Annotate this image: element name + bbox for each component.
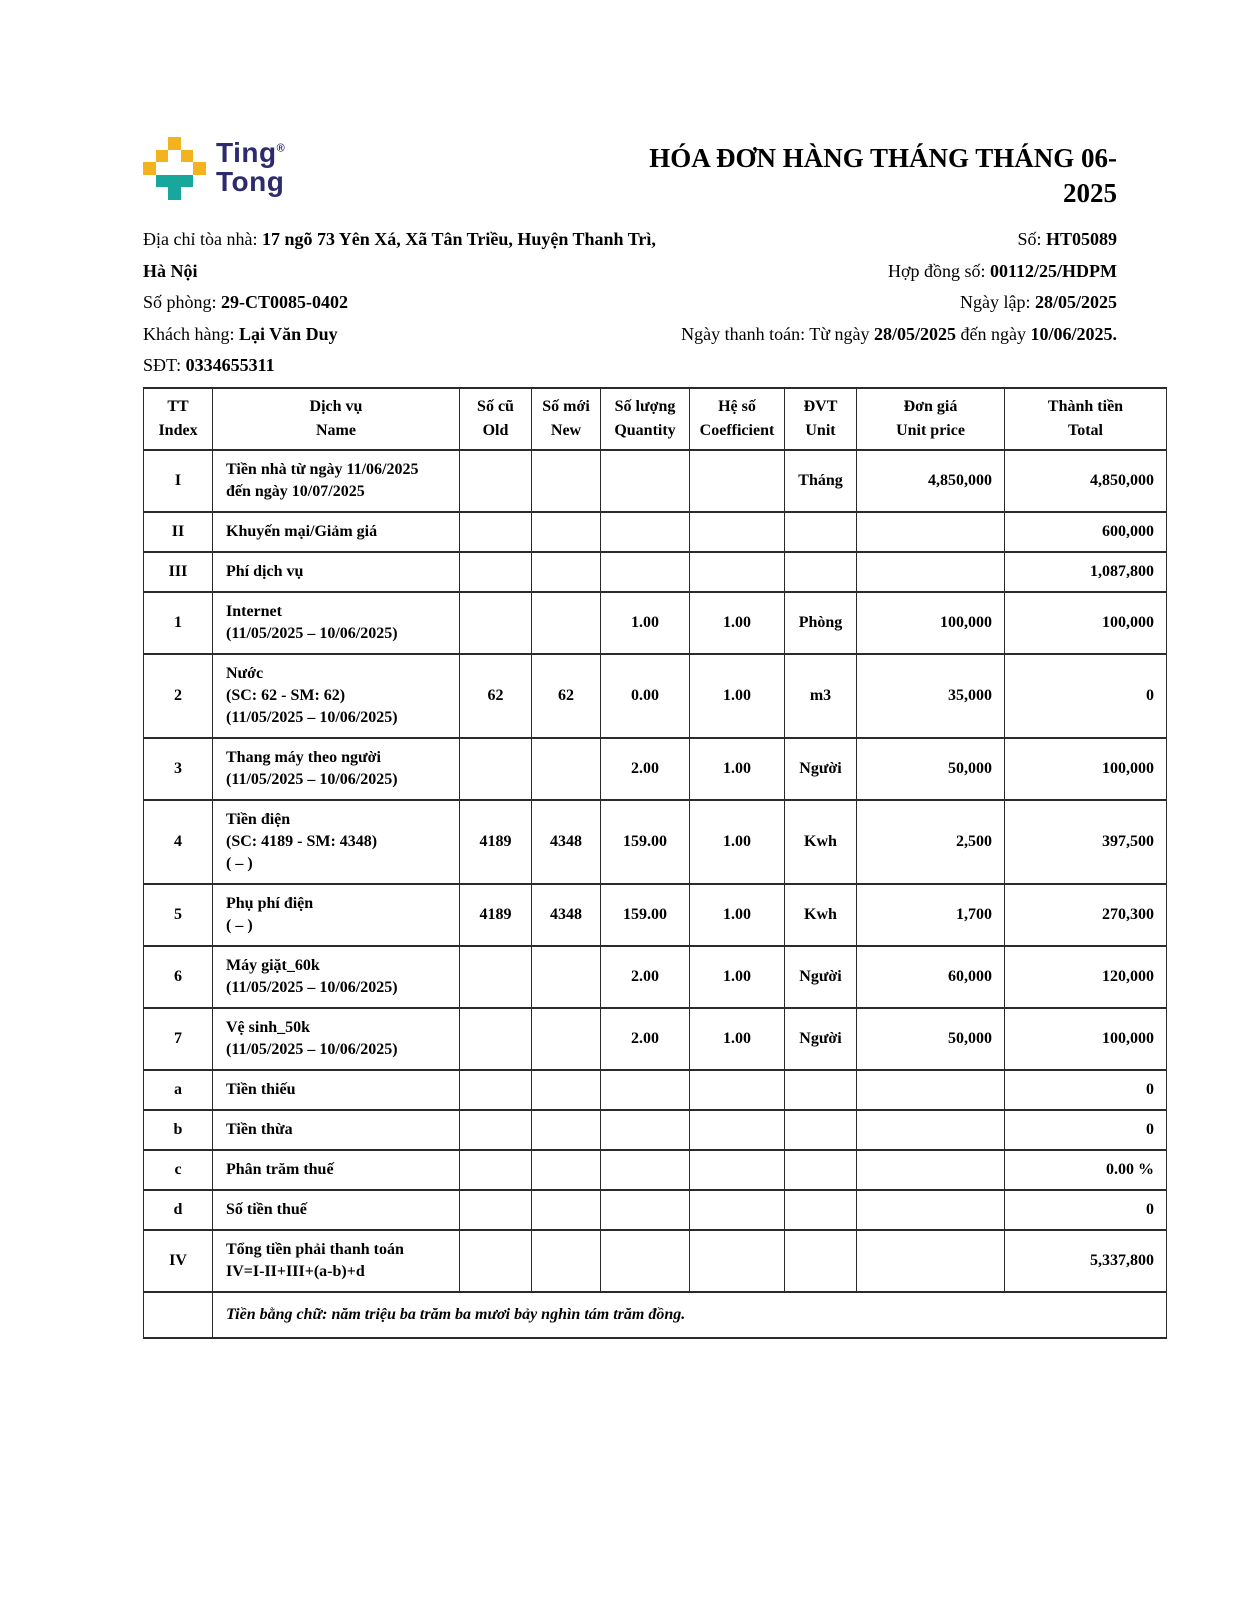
table-row (144, 1230, 1167, 1292)
cell-index: 7 (144, 1008, 213, 1070)
cell-coefficient: 1.00 (690, 800, 785, 884)
header-label: ĐVT (803, 397, 838, 415)
info-text: 0334655311 (185, 355, 275, 375)
cell-old (460, 1230, 532, 1292)
header-label: Unit (805, 421, 836, 439)
table-row (144, 654, 1167, 738)
cell-quantity: 159.00 (601, 884, 690, 946)
service-name-line: (11/05/2025 – 10/06/2025) (226, 1040, 398, 1058)
cell-index: IV (144, 1230, 213, 1292)
cell-unit-price (857, 1230, 1005, 1292)
cell-quantity: 2.00 (601, 946, 690, 1008)
table-header-cell (213, 388, 460, 450)
header-label: Số lượng (614, 397, 676, 415)
cell-index: I (144, 450, 213, 512)
cell-unit-price: 50,000 (857, 738, 1005, 800)
table-header-cell (690, 388, 785, 450)
invoice-title (649, 141, 1117, 211)
cell-old (460, 946, 532, 1008)
table-row (144, 512, 1167, 552)
header-label: Coefficient (699, 421, 775, 439)
cell-old: 4189 (460, 800, 532, 884)
header-label: New (550, 421, 582, 439)
cell-index (144, 1292, 213, 1338)
cell-old (460, 1190, 532, 1230)
info-text: 28/05/2025 (1034, 292, 1117, 312)
service-name-line: Số tiền thuế (226, 1200, 307, 1218)
header-label: Name (316, 421, 356, 439)
cell-unit-price: 100,000 (857, 592, 1005, 654)
cell-unit-price: 60,000 (857, 946, 1005, 1008)
service-name-line: Tiền nhà từ ngày 11/06/2025 (226, 460, 419, 478)
cell-unit-price (857, 1110, 1005, 1150)
info-text: Ngày lập: (960, 292, 1035, 312)
logo-word-ting: Ting (216, 137, 277, 168)
info-text: Ngày thanh toán: Từ ngày (681, 323, 874, 344)
cell-index: d (144, 1190, 213, 1230)
invoice-title-line1: HÓA ĐƠN HÀNG THÁNG THÁNG 06- (649, 143, 1117, 173)
service-name-line: Tiền điện (226, 810, 291, 828)
cell-quantity (601, 1150, 690, 1190)
table-row (144, 1110, 1167, 1150)
cell-quantity: 1.00 (601, 592, 690, 654)
logo-word-tong: Tong (216, 166, 285, 197)
cell-coefficient: 1.00 (690, 1008, 785, 1070)
meta-info-line (658, 319, 1117, 351)
cell-service-name (213, 946, 460, 1008)
table-header-cell (785, 388, 857, 450)
cell-service-name (213, 1008, 460, 1070)
header-label: Số mới (542, 397, 590, 415)
info-text: Số phòng: (143, 292, 222, 312)
cell-coefficient (690, 1110, 785, 1150)
cell-new (532, 1008, 601, 1070)
customer-info-block (143, 224, 658, 382)
cell-index: 4 (144, 800, 213, 884)
service-name-line: (11/05/2025 – 10/06/2025) (226, 708, 398, 726)
cell-unit-price (857, 1190, 1005, 1230)
cell-quantity (601, 1190, 690, 1230)
cell-quantity (601, 1230, 690, 1292)
cell-service-name (213, 1190, 460, 1230)
cell-coefficient: 1.00 (690, 592, 785, 654)
header-label: TT (167, 397, 189, 415)
info-text: SĐT: (143, 355, 186, 375)
table-row (144, 800, 1167, 884)
cell-unit (785, 1110, 857, 1150)
registered-trademark-symbol: ® (276, 142, 286, 155)
cell-service-name (213, 800, 460, 884)
cell-new (532, 552, 601, 592)
cell-total: 0 (1005, 654, 1167, 738)
service-name-line: Khuyến mại/Giảm giá (226, 522, 378, 540)
cell-quantity: 159.00 (601, 800, 690, 884)
cell-amount-in-words (213, 1292, 1167, 1338)
header-label: Dịch vụ (309, 397, 363, 415)
service-name-line: ( – ) (226, 854, 253, 872)
cell-index: III (144, 552, 213, 592)
header-label: Đơn giá (903, 397, 958, 415)
cell-total: 0 (1005, 1190, 1167, 1230)
service-name-line: (SC: 4189 - SM: 4348) (226, 832, 378, 850)
cell-new (532, 1070, 601, 1110)
info-text: Hợp đồng số: (887, 260, 990, 281)
cell-coefficient (690, 552, 785, 592)
cell-unit (785, 1070, 857, 1110)
cell-quantity (601, 1070, 690, 1110)
table-header-cell (1005, 388, 1167, 450)
cell-unit-price: 2,500 (857, 800, 1005, 884)
cell-index: 1 (144, 592, 213, 654)
cell-unit-price (857, 1150, 1005, 1190)
meta-info-line (658, 256, 1117, 288)
cell-index: b (144, 1110, 213, 1150)
customer-info-line (143, 350, 658, 382)
service-name-line: ( – ) (226, 916, 253, 934)
service-name-line: (11/05/2025 – 10/06/2025) (226, 624, 398, 642)
cell-total: 0 (1005, 1110, 1167, 1150)
cell-coefficient (690, 1070, 785, 1110)
cell-old: 4189 (460, 884, 532, 946)
info-text: 00112/25/HDPM (990, 260, 1117, 281)
cell-total: 100,000 (1005, 738, 1167, 800)
cell-service-name (213, 1230, 460, 1292)
cell-new: 4348 (532, 884, 601, 946)
info-text: đến ngày (956, 323, 1031, 344)
cell-quantity (601, 450, 690, 512)
invoice-table-header (144, 388, 1167, 450)
cell-total: 0.00 % (1005, 1150, 1167, 1190)
header-label: Hệ số (718, 397, 756, 415)
table-row (144, 946, 1167, 1008)
service-name-line: Tổng tiền phải thanh toán (226, 1240, 404, 1258)
invoice-table (143, 387, 1167, 1339)
cell-quantity (601, 1110, 690, 1150)
cell-new (532, 1190, 601, 1230)
cell-quantity (601, 552, 690, 592)
cell-unit: Tháng (785, 450, 857, 512)
header-label: Số cũ (477, 397, 514, 415)
cell-total: 0 (1005, 1070, 1167, 1110)
info-text: Địa chỉ tòa nhà: (143, 229, 262, 249)
cell-unit: Kwh (785, 884, 857, 946)
cell-total: 600,000 (1005, 512, 1167, 552)
cell-index: a (144, 1070, 213, 1110)
cell-unit: Người (785, 738, 857, 800)
cell-service-name (213, 450, 460, 512)
info-text: Lại Văn Duy (238, 323, 338, 344)
table-header-cell (532, 388, 601, 450)
cell-new (532, 1110, 601, 1150)
amount-words-label: Tiền bằng chữ: (226, 1305, 332, 1323)
cell-new (532, 1230, 601, 1292)
table-row (144, 1190, 1167, 1230)
invoice-info (143, 224, 1166, 382)
service-name-line: Tiền thiếu (226, 1080, 296, 1098)
amount-in-words-row (144, 1292, 1167, 1338)
cell-total: 397,500 (1005, 800, 1167, 884)
cell-index: 5 (144, 884, 213, 946)
info-text: 29-CT0085-0402 (221, 292, 349, 312)
cell-coefficient: 1.00 (690, 946, 785, 1008)
header-label: Quantity (614, 421, 676, 439)
cell-index: 3 (144, 738, 213, 800)
cell-unit: Kwh (785, 800, 857, 884)
cell-coefficient: 1.00 (690, 654, 785, 738)
cell-total: 100,000 (1005, 592, 1167, 654)
cell-old: 62 (460, 654, 532, 738)
cell-new (532, 592, 601, 654)
service-name-line: đến ngày 10/07/2025 (226, 482, 365, 500)
cell-service-name (213, 512, 460, 552)
cell-unit: Người (785, 1008, 857, 1070)
meta-info-line (658, 224, 1117, 256)
table-row (144, 1150, 1167, 1190)
info-text: Số: (1017, 229, 1046, 249)
table-row (144, 552, 1167, 592)
service-name-line: IV=I-II+III+(a-b)+d (226, 1262, 365, 1280)
cell-quantity: 0.00 (601, 654, 690, 738)
cell-unit: m3 (785, 654, 857, 738)
cell-unit-price (857, 552, 1005, 592)
cell-unit-price: 35,000 (857, 654, 1005, 738)
cell-old (460, 512, 532, 552)
cell-quantity: 2.00 (601, 1008, 690, 1070)
cell-total: 5,337,800 (1005, 1230, 1167, 1292)
cell-service-name (213, 592, 460, 654)
header-label: Index (158, 421, 198, 439)
table-row (144, 592, 1167, 654)
table-row (144, 1070, 1167, 1110)
cell-coefficient (690, 450, 785, 512)
service-name-line: Phụ phí điện (226, 894, 314, 912)
cell-service-name (213, 1150, 460, 1190)
invoice-title-line2: 2025 (1063, 178, 1117, 208)
cell-new: 4348 (532, 800, 601, 884)
meta-info-line (658, 287, 1117, 319)
cell-unit (785, 552, 857, 592)
table-header-cell (601, 388, 690, 450)
tingtong-logo-icon (143, 137, 206, 200)
tingtong-logo (143, 135, 285, 200)
service-name-line: Phân trăm thuế (226, 1160, 334, 1178)
amount-words-value: năm triệu ba trăm ba mươi bảy nghìn tám trăm đồng (331, 1305, 682, 1323)
cell-coefficient (690, 1230, 785, 1292)
cell-total: 1,087,800 (1005, 552, 1167, 592)
info-text: Khách hàng: (143, 323, 239, 344)
amount-words-suffix: . (681, 1305, 686, 1323)
cell-total: 100,000 (1005, 1008, 1167, 1070)
cell-old (460, 450, 532, 512)
cell-service-name (213, 738, 460, 800)
cell-old (460, 1110, 532, 1150)
cell-unit-price: 1,700 (857, 884, 1005, 946)
cell-index: c (144, 1150, 213, 1190)
cell-coefficient (690, 512, 785, 552)
cell-unit-price: 4,850,000 (857, 450, 1005, 512)
table-row (144, 738, 1167, 800)
cell-new (532, 512, 601, 552)
cell-unit (785, 512, 857, 552)
cell-old (460, 1150, 532, 1190)
cell-service-name (213, 884, 460, 946)
cell-total: 270,300 (1005, 884, 1167, 946)
cell-new (532, 1150, 601, 1190)
cell-service-name (213, 1070, 460, 1110)
service-name-line: (SC: 62 - SM: 62) (226, 686, 346, 704)
cell-service-name (213, 654, 460, 738)
cell-coefficient: 1.00 (690, 884, 785, 946)
cell-total: 120,000 (1005, 946, 1167, 1008)
cell-unit (785, 1150, 857, 1190)
table-header-cell (144, 388, 213, 450)
cell-unit: Người (785, 946, 857, 1008)
cell-unit-price (857, 1070, 1005, 1110)
header-label: Total (1068, 421, 1103, 439)
customer-info-line (143, 287, 658, 319)
cell-new: 62 (532, 654, 601, 738)
cell-coefficient (690, 1190, 785, 1230)
cell-unit (785, 1190, 857, 1230)
tingtong-logo-text (216, 138, 285, 196)
cell-index: II (144, 512, 213, 552)
service-name-line: (11/05/2025 – 10/06/2025) (226, 770, 398, 788)
cell-unit: Phòng (785, 592, 857, 654)
cell-index: 2 (144, 654, 213, 738)
header-label: Thành tiền (1047, 397, 1124, 415)
cell-unit-price: 50,000 (857, 1008, 1005, 1070)
info-text: HT05089 (1045, 229, 1117, 249)
cell-old (460, 552, 532, 592)
cell-unit (785, 1230, 857, 1292)
cell-new (532, 738, 601, 800)
service-name-line: Vệ sinh_50k (226, 1018, 311, 1036)
header-label: Old (482, 421, 509, 439)
service-name-line: Internet (226, 602, 282, 620)
service-name-line: Nước (226, 664, 264, 682)
table-row (144, 1008, 1167, 1070)
cell-old (460, 592, 532, 654)
table-header-cell (857, 388, 1005, 450)
cell-new (532, 946, 601, 1008)
service-name-line: (11/05/2025 – 10/06/2025) (226, 978, 398, 996)
customer-info-line (143, 224, 658, 287)
invoice-meta-block (658, 224, 1117, 350)
service-name-line: Thang máy theo người (226, 748, 381, 766)
cell-old (460, 1070, 532, 1110)
table-header-row (144, 388, 1167, 450)
invoice-header (143, 0, 1166, 211)
cell-total: 4,850,000 (1005, 450, 1167, 512)
cell-service-name (213, 552, 460, 592)
table-row (144, 884, 1167, 946)
cell-index: 6 (144, 946, 213, 1008)
info-text: 10/06/2025. (1030, 323, 1117, 344)
cell-quantity (601, 512, 690, 552)
service-name-line: Máy giặt_60k (226, 956, 320, 974)
table-row (144, 450, 1167, 512)
invoice-table-body (144, 450, 1167, 1338)
cell-unit-price (857, 512, 1005, 552)
service-name-line: Phí dịch vụ (226, 562, 304, 580)
cell-new (532, 450, 601, 512)
header-label: Unit price (896, 421, 965, 439)
cell-service-name (213, 1110, 460, 1150)
table-header-cell (460, 388, 532, 450)
service-name-line: Tiền thừa (226, 1120, 293, 1138)
cell-coefficient (690, 1150, 785, 1190)
cell-quantity: 2.00 (601, 738, 690, 800)
info-text: 28/05/2025 (873, 323, 956, 344)
cell-coefficient: 1.00 (690, 738, 785, 800)
cell-old (460, 738, 532, 800)
cell-old (460, 1008, 532, 1070)
info-text: 17 ngõ 73 Yên Xá, Xã Tân Triều, Huyện Thanh Trì, Hà Nội (143, 229, 656, 281)
customer-info-line (143, 319, 658, 351)
